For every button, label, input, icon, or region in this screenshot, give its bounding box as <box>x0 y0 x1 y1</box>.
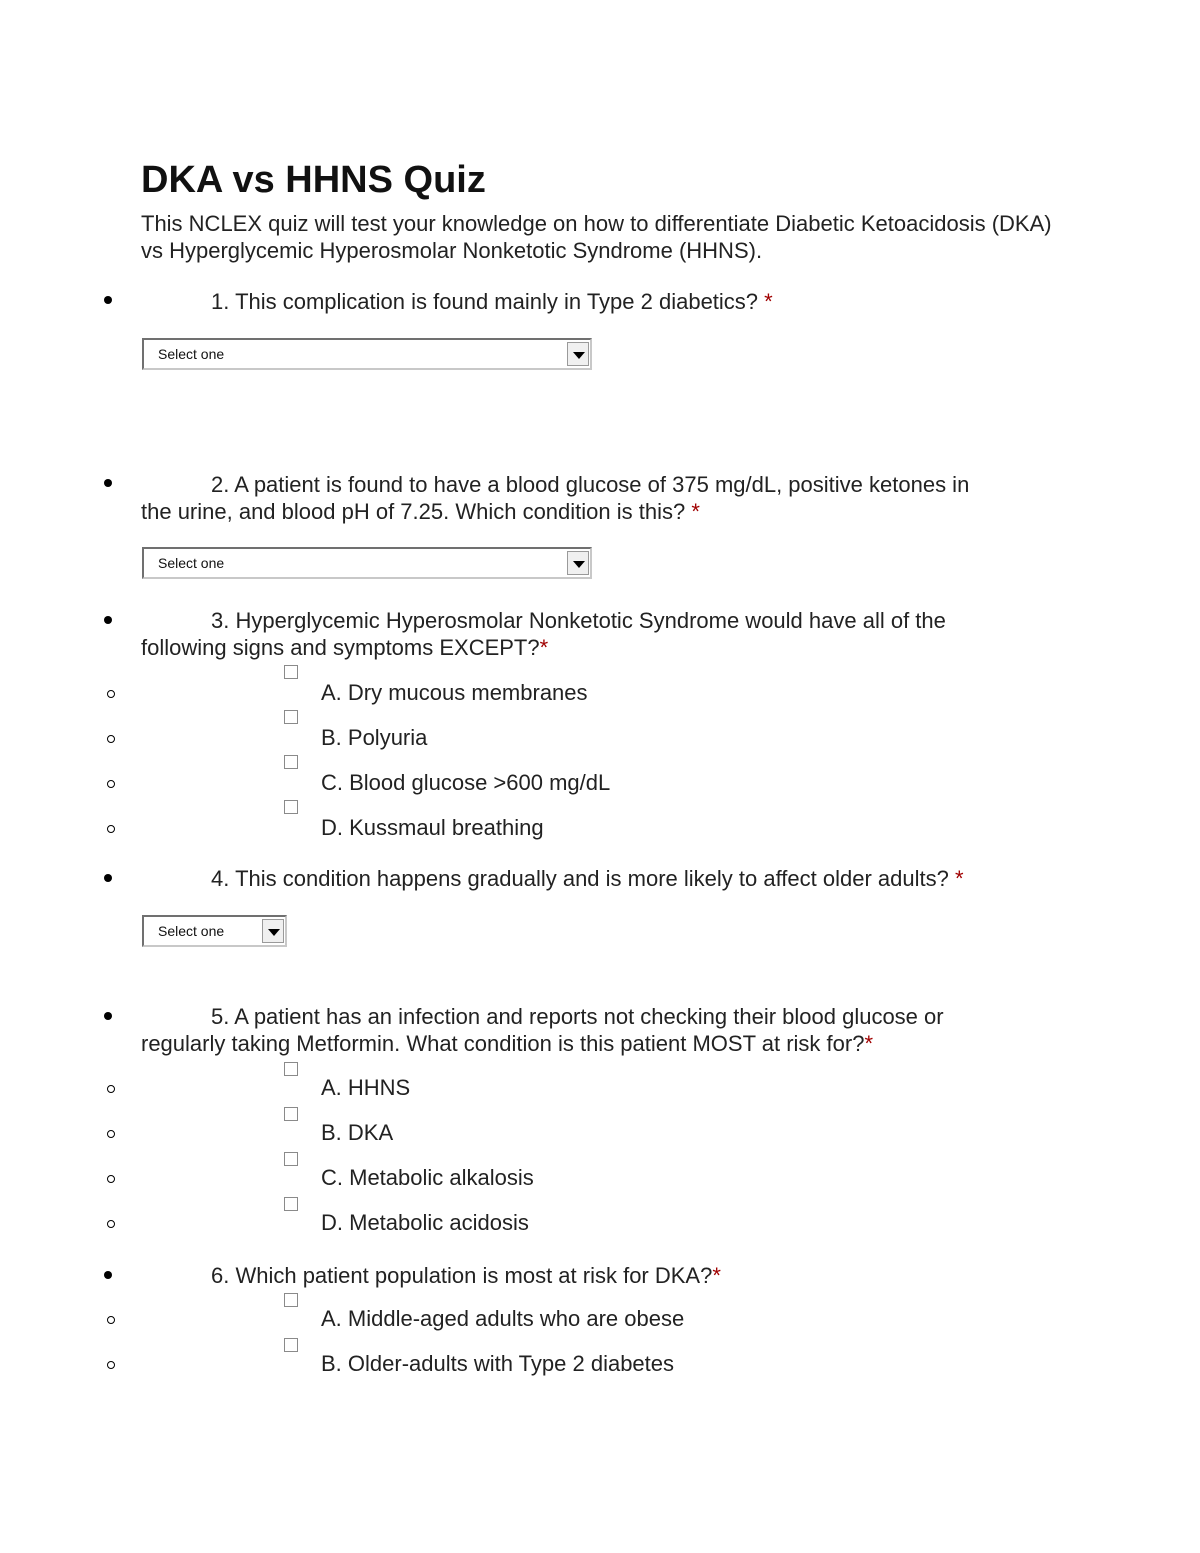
option-bullet <box>107 1175 115 1183</box>
option-bullet <box>107 1316 115 1324</box>
question-text: following signs and symptoms EXCEPT? <box>141 635 540 660</box>
option-checkbox[interactable] <box>284 1338 298 1352</box>
question-text: 2. A patient is found to have a blood glucose of 375 mg/dL, positive ketones in <box>211 472 970 497</box>
option-label: C. Blood glucose >600 mg/dL <box>321 770 611 795</box>
option-label: A. Dry mucous membranes <box>321 680 588 705</box>
question-1 <box>141 288 773 315</box>
question-5 <box>141 1003 1081 1057</box>
question-1-select[interactable] <box>142 338 592 370</box>
option-label: A. Middle-aged adults who are obese <box>321 1306 685 1331</box>
option-label: B. DKA <box>321 1120 394 1145</box>
question-bullet <box>104 616 112 624</box>
question-4 <box>141 865 964 892</box>
question-bullet <box>104 874 112 882</box>
required-marker: * <box>539 635 549 660</box>
question-text: the urine, and blood pH of 7.25. Which condition is this? <box>141 499 692 524</box>
required-marker: * <box>864 1031 873 1056</box>
option-checkbox[interactable] <box>284 1293 298 1307</box>
option-bullet <box>107 1220 115 1228</box>
option-bullet <box>107 735 115 743</box>
question-text: 5. A patient has an infection and reports not checking their blood glucose or <box>211 1004 944 1029</box>
page-title: DKA vs HHNS Quiz <box>141 159 486 201</box>
option-bullet <box>107 1085 115 1093</box>
option-bullet <box>107 690 115 698</box>
option-label: B. Polyuria <box>321 725 428 750</box>
option-checkbox[interactable] <box>284 1062 298 1076</box>
required-marker: * <box>691 499 700 524</box>
option-label: D. Metabolic acidosis <box>321 1210 529 1235</box>
question-2-select[interactable] <box>142 547 592 579</box>
option-checkbox[interactable] <box>284 665 298 679</box>
required-marker: * <box>712 1263 721 1288</box>
option-label: B. Older-adults with Type 2 diabetes <box>321 1351 675 1376</box>
required-marker: * <box>764 289 773 314</box>
question-text: 3. Hyperglycemic Hyperosmolar Nonketotic Syndrome would have all of the <box>211 608 946 633</box>
chevron-down-icon[interactable] <box>262 919 284 943</box>
question-bullet <box>104 296 112 304</box>
option-checkbox[interactable] <box>284 710 298 724</box>
option-label: D. Kussmaul breathing <box>321 815 544 840</box>
option-bullet <box>107 780 115 788</box>
question-text: 4. This condition happens gradually and is more likely to affect older adults? <box>211 866 955 891</box>
quiz-description: This NCLEX quiz will test your knowledge on how to differentiate Diabetic Ketoacidosis (DKA) vs Hyperglycemic Hyperosmolar Nonketotic Syndrome (HHNS). <box>141 211 1052 263</box>
option-bullet <box>107 825 115 833</box>
question-text: 1. This complication is found mainly in Type 2 diabetics? <box>211 289 765 314</box>
required-marker: * <box>954 866 964 891</box>
question-2 <box>141 471 1081 525</box>
select-value: Select one <box>158 555 225 571</box>
question-3 <box>141 607 1081 661</box>
option-bullet <box>107 1130 115 1138</box>
select-value: Select one <box>158 346 225 362</box>
option-bullet <box>107 1361 115 1369</box>
option-label: A. HHNS <box>321 1075 411 1100</box>
question-bullet <box>104 1271 112 1279</box>
question-text: 6. Which patient population is most at risk for DKA? <box>211 1263 713 1288</box>
select-value: Select one <box>158 923 225 939</box>
option-checkbox[interactable] <box>284 1197 298 1211</box>
option-checkbox[interactable] <box>284 800 298 814</box>
option-checkbox[interactable] <box>284 1107 298 1121</box>
option-label: C. Metabolic alkalosis <box>321 1165 534 1190</box>
question-4-select[interactable] <box>142 915 287 947</box>
question-bullet <box>104 1012 112 1020</box>
chevron-down-icon[interactable] <box>567 551 589 575</box>
chevron-down-icon[interactable] <box>567 342 589 366</box>
question-text: regularly taking Metformin. What condition is this patient MOST at risk for? <box>141 1031 865 1056</box>
question-bullet <box>104 479 112 487</box>
option-checkbox[interactable] <box>284 755 298 769</box>
option-checkbox[interactable] <box>284 1152 298 1166</box>
question-6 <box>141 1262 721 1289</box>
